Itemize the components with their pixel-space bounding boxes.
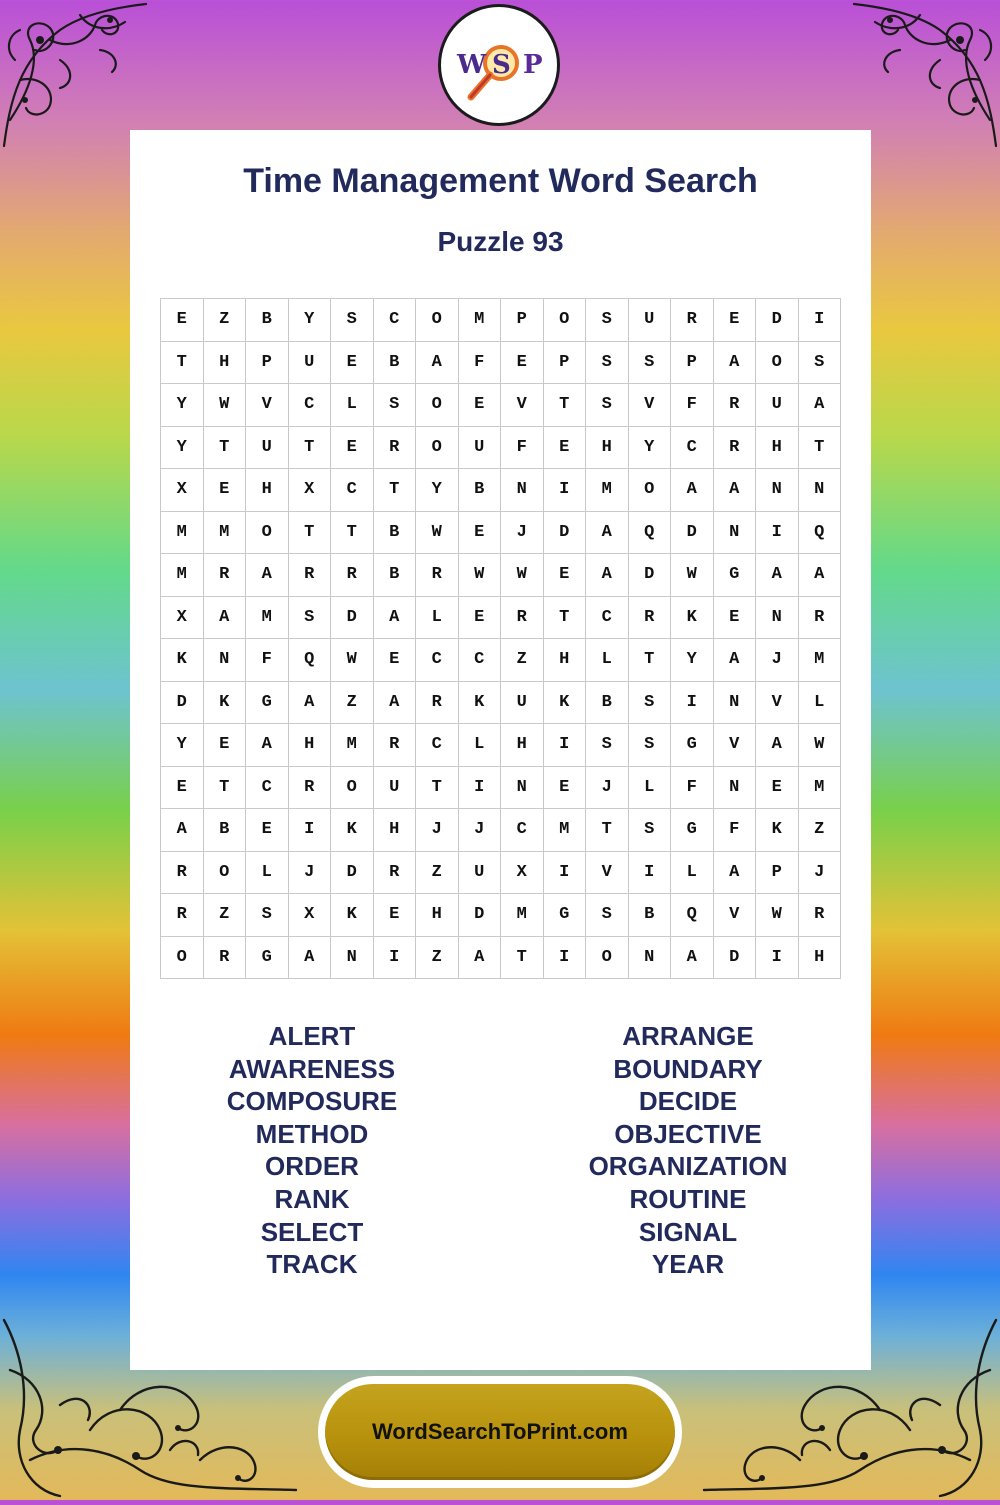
grid-cell: L	[629, 767, 672, 810]
grid-cell: F	[714, 809, 757, 852]
grid-cell: H	[246, 469, 289, 512]
grid-cell: A	[416, 342, 459, 385]
grid-cell: E	[544, 427, 587, 470]
grid-cell: H	[586, 427, 629, 470]
grid-cell: Q	[799, 512, 842, 555]
grid-cell: E	[374, 894, 417, 937]
grid-cell: A	[586, 512, 629, 555]
grid-cell: U	[501, 682, 544, 725]
grid-cell: X	[501, 852, 544, 895]
grid-cell: Z	[204, 894, 247, 937]
grid-cell: A	[714, 342, 757, 385]
grid-cell: A	[756, 724, 799, 767]
corner-ornament-top-left	[0, 0, 150, 150]
grid-cell: B	[586, 682, 629, 725]
grid-cell: I	[544, 852, 587, 895]
grid-cell: B	[374, 342, 417, 385]
grid-cell: J	[459, 809, 502, 852]
grid-cell: G	[671, 724, 714, 767]
grid-cell: R	[374, 852, 417, 895]
wsp-logo	[438, 4, 560, 126]
puzzle-card	[130, 130, 871, 1370]
grid-cell: A	[714, 852, 757, 895]
grid-cell: S	[586, 724, 629, 767]
grid-cell: N	[799, 469, 842, 512]
grid-cell: C	[289, 384, 332, 427]
grid-cell: N	[331, 937, 374, 980]
grid-cell: A	[374, 597, 417, 640]
grid-cell: E	[501, 342, 544, 385]
grid-cell: S	[586, 342, 629, 385]
grid-cell: Q	[289, 639, 332, 682]
grid-cell: T	[161, 342, 204, 385]
grid-cell: H	[544, 639, 587, 682]
grid-cell: L	[586, 639, 629, 682]
grid-cell: T	[629, 639, 672, 682]
grid-cell: N	[714, 682, 757, 725]
grid-cell: J	[586, 767, 629, 810]
grid-cell: K	[544, 682, 587, 725]
grid-cell: I	[629, 852, 672, 895]
grid-cell: A	[671, 469, 714, 512]
grid-cell: N	[501, 469, 544, 512]
grid-cell: R	[416, 554, 459, 597]
grid-cell: B	[459, 469, 502, 512]
word-item: DECIDE	[638, 1086, 738, 1117]
word-item: ROUTINE	[629, 1183, 747, 1214]
grid-cell: E	[331, 342, 374, 385]
grid-cell: M	[799, 767, 842, 810]
grid-cell: N	[629, 937, 672, 980]
grid-cell: H	[416, 894, 459, 937]
grid-cell: S	[629, 724, 672, 767]
grid-cell: D	[459, 894, 502, 937]
grid-cell: F	[671, 384, 714, 427]
grid-cell: R	[501, 597, 544, 640]
grid-cell: D	[756, 299, 799, 342]
grid-cell: N	[756, 597, 799, 640]
grid-cell: A	[799, 554, 842, 597]
grid-cell: W	[204, 384, 247, 427]
grid-cell: R	[714, 384, 757, 427]
grid-cell: C	[459, 639, 502, 682]
grid-cell: T	[204, 767, 247, 810]
grid-cell: N	[204, 639, 247, 682]
word-item: BOUNDARY	[613, 1053, 763, 1084]
grid-cell: A	[671, 937, 714, 980]
grid-cell: E	[459, 597, 502, 640]
grid-cell: R	[161, 894, 204, 937]
grid-cell: G	[246, 937, 289, 980]
grid-cell: M	[204, 512, 247, 555]
logo-letter-p: P	[523, 50, 543, 80]
word-item: ORDER	[265, 1151, 359, 1182]
grid-cell: W	[416, 512, 459, 555]
grid-cell: U	[756, 384, 799, 427]
grid-cell: K	[756, 809, 799, 852]
grid-cell: Q	[671, 894, 714, 937]
grid-cell: M	[331, 724, 374, 767]
grid-cell: I	[756, 512, 799, 555]
grid-cell: T	[204, 427, 247, 470]
grid-cell: E	[204, 469, 247, 512]
grid-cell: V	[714, 894, 757, 937]
grid-cell: Y	[289, 299, 332, 342]
grid-cell: N	[501, 767, 544, 810]
grid-cell: S	[586, 384, 629, 427]
grid-cell: U	[289, 342, 332, 385]
grid-cell: Y	[671, 639, 714, 682]
word-item: RANK	[274, 1183, 350, 1214]
grid-cell: E	[459, 384, 502, 427]
grid-cell: W	[799, 724, 842, 767]
grid-cell: U	[459, 852, 502, 895]
grid-cell: R	[671, 299, 714, 342]
grid-cell: S	[374, 384, 417, 427]
grid-cell: S	[246, 894, 289, 937]
grid-cell: F	[246, 639, 289, 682]
grid-cell: K	[331, 894, 374, 937]
grid-cell: R	[629, 597, 672, 640]
grid-cell: Y	[161, 427, 204, 470]
grid-cell: S	[586, 299, 629, 342]
word-item: ARRANGE	[622, 1021, 754, 1051]
grid-cell: P	[544, 342, 587, 385]
grid-cell: A	[246, 724, 289, 767]
grid-cell: X	[289, 894, 332, 937]
grid-cell: F	[501, 427, 544, 470]
grid-cell: O	[161, 937, 204, 980]
grid-cell: H	[374, 809, 417, 852]
grid-cell: B	[204, 809, 247, 852]
grid-cell: H	[799, 937, 842, 980]
grid-cell: I	[459, 767, 502, 810]
grid-cell: Y	[161, 724, 204, 767]
grid-cell: T	[374, 469, 417, 512]
grid-cell: I	[756, 937, 799, 980]
grid-cell: B	[629, 894, 672, 937]
grid-cell: Z	[204, 299, 247, 342]
grid-cell: A	[714, 639, 757, 682]
grid-cell: W	[331, 639, 374, 682]
grid-cell: D	[544, 512, 587, 555]
grid-cell: R	[331, 554, 374, 597]
grid-cell: V	[246, 384, 289, 427]
grid-cell: A	[246, 554, 289, 597]
grid-cell: O	[544, 299, 587, 342]
grid-cell: E	[246, 809, 289, 852]
grid-cell: Z	[331, 682, 374, 725]
grid-cell: L	[459, 724, 502, 767]
grid-cell: S	[629, 342, 672, 385]
grid-cell: H	[756, 427, 799, 470]
grid-cell: X	[289, 469, 332, 512]
grid-cell: B	[374, 554, 417, 597]
grid-cell: I	[799, 299, 842, 342]
logo-letter-w: W	[457, 50, 487, 80]
grid-cell: M	[459, 299, 502, 342]
grid-cell: T	[544, 597, 587, 640]
grid-cell: P	[501, 299, 544, 342]
grid-cell: R	[714, 427, 757, 470]
grid-cell: E	[544, 554, 587, 597]
grid-cell: K	[204, 682, 247, 725]
grid-cell: G	[714, 554, 757, 597]
word-item: SIGNAL	[638, 1216, 738, 1247]
grid-cell: F	[459, 342, 502, 385]
grid-cell: T	[289, 427, 332, 470]
grid-cell: W	[501, 554, 544, 597]
grid-cell: A	[204, 597, 247, 640]
grid-cell: C	[586, 597, 629, 640]
grid-cell: A	[756, 554, 799, 597]
grid-cell: V	[629, 384, 672, 427]
grid-cell: P	[756, 852, 799, 895]
grid-cell: I	[289, 809, 332, 852]
grid-cell: Z	[416, 852, 459, 895]
grid-cell: C	[416, 724, 459, 767]
grid-cell: W	[671, 554, 714, 597]
grid-cell: Q	[629, 512, 672, 555]
grid-cell: J	[756, 639, 799, 682]
grid-cell: M	[799, 639, 842, 682]
grid-cell: H	[289, 724, 332, 767]
grid-cell: C	[501, 809, 544, 852]
corner-ornament-top-right	[850, 0, 1000, 150]
word-item: OBJECTIVE	[614, 1118, 762, 1149]
grid-cell: B	[246, 299, 289, 342]
grid-cell: L	[246, 852, 289, 895]
grid-cell: M	[586, 469, 629, 512]
grid-cell: I	[544, 724, 587, 767]
grid-cell: C	[246, 767, 289, 810]
grid-cell: A	[714, 469, 757, 512]
grid-cell: N	[714, 767, 757, 810]
grid-cell: G	[671, 809, 714, 852]
grid-cell: T	[501, 937, 544, 980]
grid-cell: O	[416, 299, 459, 342]
grid-cell: C	[416, 639, 459, 682]
grid-cell: A	[459, 937, 502, 980]
grid-cell: O	[204, 852, 247, 895]
grid-cell: I	[544, 937, 587, 980]
grid-cell: R	[374, 724, 417, 767]
grid-cell: Z	[799, 809, 842, 852]
grid-cell: C	[331, 469, 374, 512]
grid-cell: O	[246, 512, 289, 555]
grid-cell: Y	[629, 427, 672, 470]
grid-cell: Z	[416, 937, 459, 980]
word-item: SELECT	[260, 1216, 364, 1247]
word-list-right-column	[538, 1020, 838, 1281]
grid-cell: U	[246, 427, 289, 470]
puzzle-title: Time Management Word Search	[243, 162, 758, 200]
grid-cell: T	[416, 767, 459, 810]
grid-cell: E	[331, 427, 374, 470]
grid-cell: S	[289, 597, 332, 640]
grid-cell: Y	[161, 384, 204, 427]
grid-cell: Y	[416, 469, 459, 512]
grid-cell: R	[289, 554, 332, 597]
grid-cell: N	[714, 512, 757, 555]
word-list-left-column	[162, 1020, 462, 1281]
grid-cell: K	[459, 682, 502, 725]
grid-cell: G	[246, 682, 289, 725]
grid-cell: T	[586, 809, 629, 852]
grid-cell: D	[629, 554, 672, 597]
word-item: AWARENESS	[228, 1053, 396, 1084]
grid-cell: A	[289, 682, 332, 725]
word-item: TRACK	[266, 1249, 358, 1280]
grid-cell: R	[416, 682, 459, 725]
grid-cell: S	[629, 682, 672, 725]
grid-cell: U	[374, 767, 417, 810]
grid-cell: E	[374, 639, 417, 682]
word-item: ORGANIZATION	[588, 1151, 788, 1182]
grid-cell: W	[756, 894, 799, 937]
grid-cell: H	[204, 342, 247, 385]
grid-cell: V	[586, 852, 629, 895]
grid-cell: T	[289, 512, 332, 555]
grid-cell: E	[544, 767, 587, 810]
grid-cell: P	[671, 342, 714, 385]
grid-cell: M	[161, 512, 204, 555]
grid-cell: L	[416, 597, 459, 640]
grid-cell: N	[756, 469, 799, 512]
grid-cell: T	[544, 384, 587, 427]
grid-cell: J	[416, 809, 459, 852]
grid-cell: O	[586, 937, 629, 980]
grid-cell: M	[161, 554, 204, 597]
grid-cell: O	[416, 384, 459, 427]
grid-cell: O	[756, 342, 799, 385]
grid-cell: O	[331, 767, 374, 810]
grid-cell: A	[289, 937, 332, 980]
grid-cell: K	[671, 597, 714, 640]
grid-cell: S	[331, 299, 374, 342]
grid-cell: C	[374, 299, 417, 342]
grid-cell: M	[246, 597, 289, 640]
grid-cell: I	[544, 469, 587, 512]
grid-cell: K	[331, 809, 374, 852]
grid-cell: O	[416, 427, 459, 470]
grid-cell: E	[161, 299, 204, 342]
grid-cell: P	[246, 342, 289, 385]
grid-cell: M	[501, 894, 544, 937]
grid-cell: C	[671, 427, 714, 470]
grid-cell: R	[374, 427, 417, 470]
grid-cell: A	[374, 682, 417, 725]
grid-cell: V	[756, 682, 799, 725]
grid-cell: R	[289, 767, 332, 810]
word-item: YEAR	[651, 1249, 725, 1280]
grid-cell: J	[501, 512, 544, 555]
grid-cell: R	[204, 937, 247, 980]
site-link[interactable]: WordSearchToPrint.com	[325, 1384, 675, 1480]
grid-cell: D	[671, 512, 714, 555]
grid-cell: G	[544, 894, 587, 937]
grid-cell: X	[161, 597, 204, 640]
grid-cell: J	[289, 852, 332, 895]
grid-cell: E	[756, 767, 799, 810]
letter-grid	[160, 298, 841, 979]
word-item: ALERT	[268, 1021, 356, 1051]
word-item: METHOD	[255, 1118, 369, 1149]
grid-cell: T	[799, 427, 842, 470]
grid-cell: J	[799, 852, 842, 895]
footer-site-badge	[318, 1376, 682, 1488]
grid-cell: K	[161, 639, 204, 682]
grid-cell: T	[331, 512, 374, 555]
word-item: COMPOSURE	[226, 1086, 398, 1117]
grid-cell: A	[799, 384, 842, 427]
grid-cell: L	[331, 384, 374, 427]
grid-cell: U	[629, 299, 672, 342]
grid-cell: H	[501, 724, 544, 767]
grid-cell: S	[629, 809, 672, 852]
grid-cell: V	[501, 384, 544, 427]
grid-cell: B	[374, 512, 417, 555]
grid-cell: L	[671, 852, 714, 895]
grid-cell: D	[714, 937, 757, 980]
grid-cell: X	[161, 469, 204, 512]
grid-cell: R	[799, 597, 842, 640]
grid-cell: R	[799, 894, 842, 937]
logo-letter-s: S	[492, 50, 511, 80]
grid-cell: F	[671, 767, 714, 810]
grid-cell: A	[586, 554, 629, 597]
grid-cell: D	[161, 682, 204, 725]
grid-cell: S	[586, 894, 629, 937]
grid-cell: A	[161, 809, 204, 852]
grid-cell: W	[459, 554, 502, 597]
puzzle-number: Puzzle 93	[437, 226, 564, 257]
grid-cell: R	[161, 852, 204, 895]
grid-cell: V	[714, 724, 757, 767]
grid-cell: S	[799, 342, 842, 385]
grid-cell: E	[714, 299, 757, 342]
grid-cell: Z	[501, 639, 544, 682]
grid-cell: E	[161, 767, 204, 810]
grid-cell: D	[331, 852, 374, 895]
grid-cell: E	[714, 597, 757, 640]
grid-cell: D	[331, 597, 374, 640]
grid-cell: L	[799, 682, 842, 725]
grid-cell: O	[629, 469, 672, 512]
grid-cell: U	[459, 427, 502, 470]
grid-cell: M	[544, 809, 587, 852]
grid-cell: E	[204, 724, 247, 767]
grid-cell: I	[671, 682, 714, 725]
grid-cell: I	[374, 937, 417, 980]
grid-cell: E	[459, 512, 502, 555]
grid-cell: R	[204, 554, 247, 597]
